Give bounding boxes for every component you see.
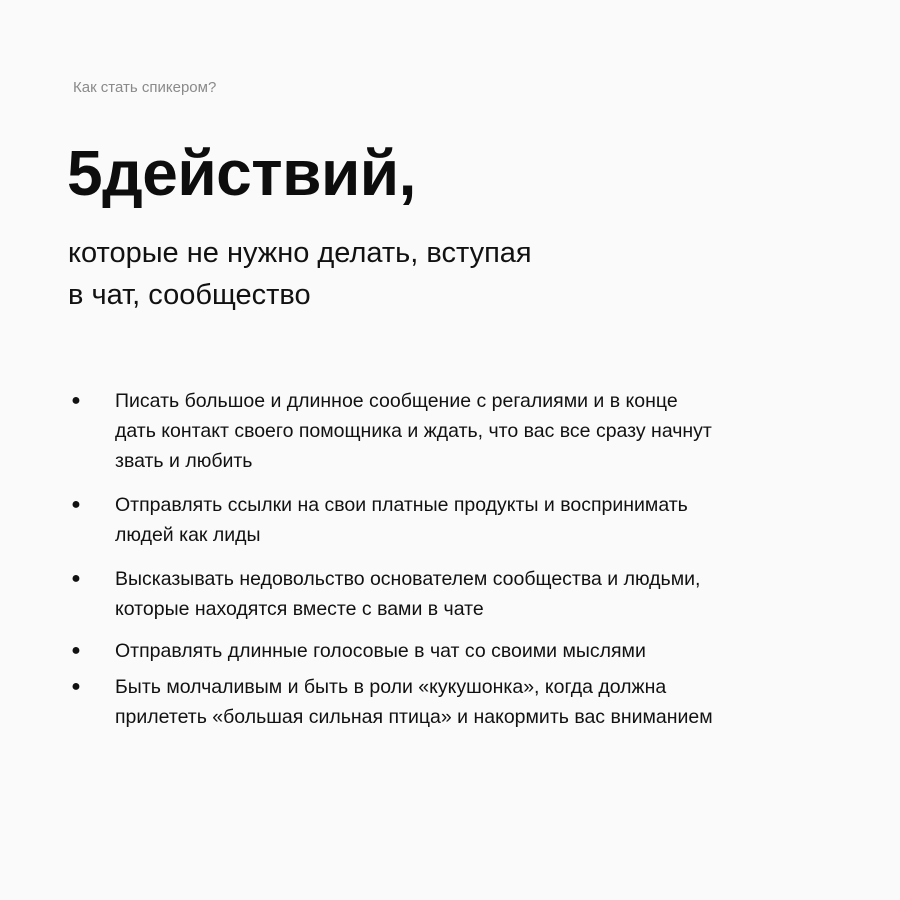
list-item xyxy=(68,386,848,476)
subtitle-line: которые не нужно делать, вступая xyxy=(68,237,532,269)
list-item xyxy=(68,636,848,666)
bullet-icon: ● xyxy=(71,678,81,695)
list-item-text: Писать большое и длинное сообщение с регалиями и в конце xyxy=(115,390,678,412)
bullet-icon: ● xyxy=(71,570,81,587)
page-title: 5действий, xyxy=(67,137,416,209)
bullet-icon: ● xyxy=(71,496,81,513)
list-item-text: людей как лиды xyxy=(115,524,261,546)
donts-list xyxy=(68,386,848,732)
list-item xyxy=(68,490,848,550)
series-label: Как стать спикером? xyxy=(73,79,217,96)
list-item-text: Высказывать недовольство основателем сообщества и людьми, xyxy=(115,568,701,590)
list-item xyxy=(68,672,848,732)
list-item-text: звать и любить xyxy=(115,450,253,472)
list-item-text: прилететь «большая сильная птица» и накормить вас вниманием xyxy=(115,706,713,728)
bullet-icon: ● xyxy=(71,392,81,409)
page-subtitle xyxy=(68,232,688,316)
list-item-text: Отправлять длинные голосовые в чат со своими мыслями xyxy=(115,640,646,662)
list-item-text: дать контакт своего помощника и ждать, что вас все сразу начнут xyxy=(115,420,712,442)
subtitle-line: в чат, сообщество xyxy=(68,279,311,311)
list-item xyxy=(68,564,848,624)
bullet-icon: ● xyxy=(71,642,81,659)
list-item-text: Быть молчаливым и быть в роли «кукушонка», когда должна xyxy=(115,676,667,698)
list-item-text: Отправлять ссылки на свои платные продукты и воспринимать xyxy=(115,494,688,516)
list-item-text: которые находятся вместе с вами в чате xyxy=(115,598,484,620)
